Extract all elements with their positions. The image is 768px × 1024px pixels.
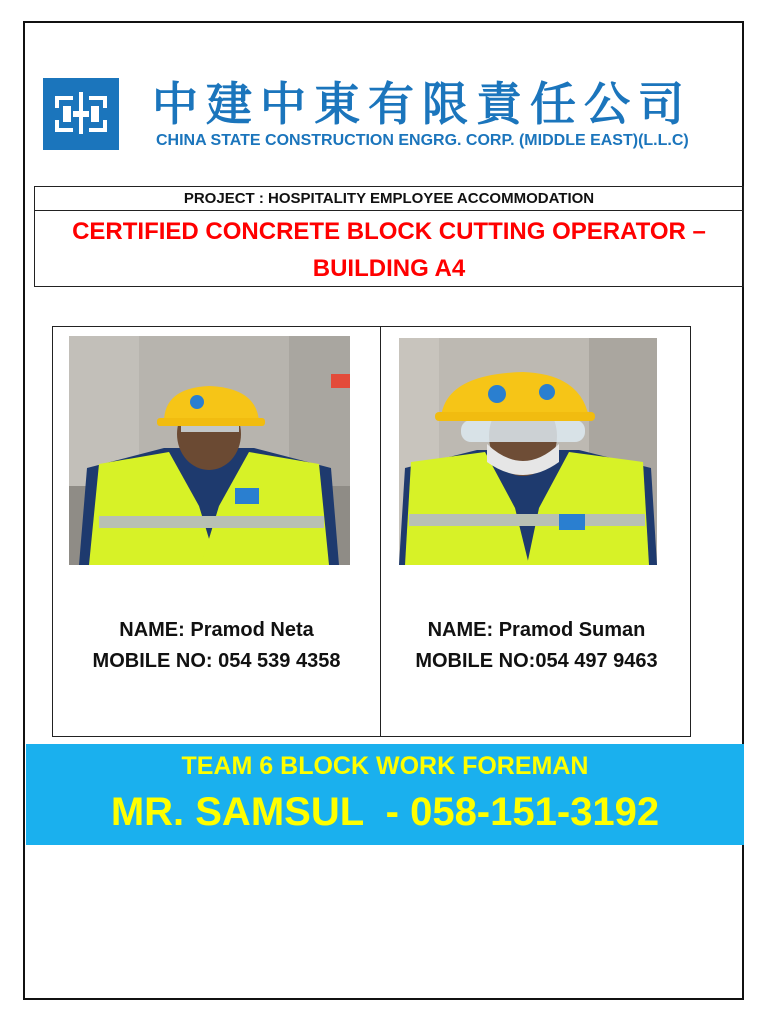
operator-photo-2	[399, 338, 657, 565]
project-label: PROJECT : HOSPITALITY EMPLOYEE ACCOMMODATION	[35, 187, 743, 211]
certification-title-line2: BUILDING A4	[312, 255, 466, 282]
operator-photo-1	[69, 336, 350, 565]
certification-title	[35, 211, 743, 287]
foreman-band	[26, 744, 744, 845]
operator-name-1: NAME: Pramod Neta	[119, 619, 314, 641]
company-name-chinese: 中建中東有限責任公司	[152, 77, 692, 131]
certification-title-line1: CERTIFIED CONCRETE BLOCK CUTTING OPERATOR –	[72, 218, 706, 245]
foreman-name-phone: MR. SAMSUL - 058-151-3192	[110, 790, 660, 834]
project-box	[34, 186, 744, 287]
company-logo	[43, 78, 119, 150]
operator-mobile-1: MOBILE NO: 054 539 4358	[92, 650, 341, 672]
team-label: TEAM 6 BLOCK WORK FOREMAN	[181, 752, 589, 780]
card-divider	[380, 327, 381, 736]
operator-mobile-2: MOBILE NO:054 497 9463	[415, 650, 658, 672]
company-name-english: CHINA STATE CONSTRUCTION ENGRG. CORP. (MIDDLE EAST)(L.L.C)	[156, 132, 689, 149]
operator-name-2: NAME: Pramod Suman	[427, 619, 646, 641]
operator-cards	[52, 326, 691, 737]
cscec-logo-icon	[43, 78, 119, 150]
